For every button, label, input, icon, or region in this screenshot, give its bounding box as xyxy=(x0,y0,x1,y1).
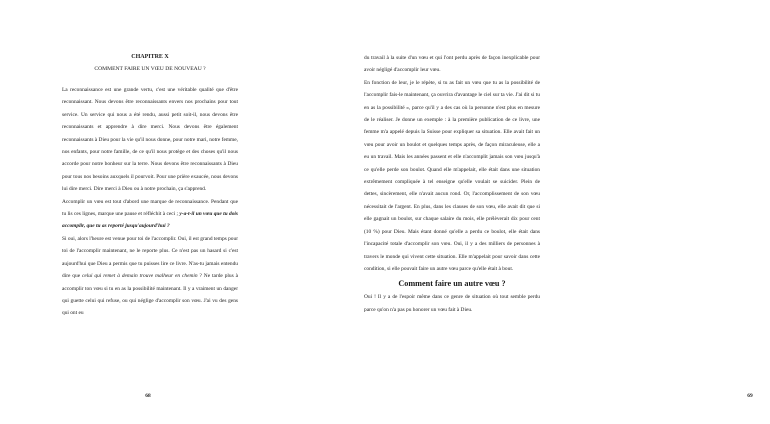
page-number: 68 xyxy=(145,393,151,399)
chapter-number: CHAPITRE X xyxy=(131,54,169,60)
emphasis-question: y-a-t-il un vœu que tu dois accomplir, que tu as reporté jusqu'aujourd'hui ? xyxy=(62,211,238,230)
paragraph: La reconnaissance est une grande vertu, c'est une véritable qualité que d'être reconnaissant. Nous devons être reconnaissants envers nos prochains pour tout service. Un service qui nous a été rendu, aussi petit soit-il, nous devons être reconnaissants et apprendre à dire merci. Nous devons être également reconnaissants à Dieu pour la vie qu'il nous donne, pour notre mari, notre femme, nos enfants, pour notre famille, de ce qu'il nous protège et des choses qu'il nous accorde pour notre bonheur sur la terre. Nous devons être reconnaissants à Dieu pour tous nos besoins auxquels il pourvoit. Pour une prière exaucée, nous devons lui dire merci. Dire merci à Dieu ou à notre prochain, ça s'apprend. xyxy=(62,87,238,193)
paragraph: En fonction de leur, je le répète, si tu as fait un vœu que tu as la possibilité de l'accomplir fais-le maintenant, ça ouvrira d'avantage le ciel sur ta vie. J'ai dit si tu en as la possibilité », parce qu'il y a des cas où la personne n'est plus en mesure de le réaliser. Je donne un exemple : à la première publication de ce livre, une femme m'a appelé depuis la Suisse pour expliquer sa situation. Elle avait fait un vœu pour avoir un boulot et quelques temps après, de façon miraculeuse, elle a eu un travail. Mais les années passent et elle n'accomplit jamais son vœu jusqu'à ce qu'elle perde son boulot. Quand elle m'appelait, elle était dans une situation extrêmement compliquée à tel enseigne qu'elle voulait se suicider. Plein de dettes, sincèrement, elle n'avait aucun rond. Or, l'accomplissement de son vœu nécessitait de l'argent. En plus, dans les clauses de son vœu, elle avait dit que si elle gagnait un boulot, sur chaque salaire du mois, elle prélèverait dix pour cent (10 %) pour Dieu. Mais étant donné qu'elle a perdu ce boulot, elle était dans l'incapacité totale d'accomplir son vœu. Oui, il y a des milliers de personnes à travers le monde qui vivent cette situation. Elle m'appelait pour savoir dans cette condition, si elle pouvait faire un autre vœu parce qu'elle était à bout. xyxy=(364,79,540,272)
page-number: 69 xyxy=(747,393,753,399)
section-heading: Comment faire un autre vœu ? xyxy=(398,279,506,289)
left-page-body xyxy=(62,84,238,320)
paragraph xyxy=(62,233,238,320)
chapter-title: COMMENT FAIRE UN VŒU DE NOUVEAU ? xyxy=(94,66,206,72)
paragraph-text: ? Ne tarde plus à accomplir ton vœu si tu en as la possibilité maintenant. Il y a vraiment un danger qui guette celui qui refuse, ou qui néglige d'accomplir son vœu. J'ai vu des gens qui ont eu xyxy=(62,273,239,317)
paragraph xyxy=(62,196,238,233)
paragraph: Oui ! Il y a de l'espoir même dans ce genre de situation où tout semble perdu parce qu'on n'a pas pu honorer un vœu fait à Dieu. xyxy=(364,294,540,313)
left-page xyxy=(0,0,300,424)
paragraph: du travail à la suite d'un vœu et qui l'ont perdu après de façon inexplicable pour avoir négligé d'accomplir leur vœu. xyxy=(364,55,540,74)
paragraph-text: Si oui, alors l'heure est venue pour toi de l'accomplir. Oui, il est grand temps pour toi de l'accomplir maintenant, ne le reporte plus. Ce n'est pas un hasard si c'est aujourd'hui que Dieu a permis que tu puisses lire ce livre. N'as-tu jamais entendu dire que xyxy=(62,235,238,280)
paragraph-text: Accomplir un vœu est tout d'abord une marque de reconnaissance. Pendant que tu lis ces lignes, marque une pause et réfléchit à ceci ; xyxy=(62,198,238,218)
right-page-body xyxy=(364,52,540,316)
proverb: celui qui remet à demain trouve malheur en chemin xyxy=(82,273,198,280)
